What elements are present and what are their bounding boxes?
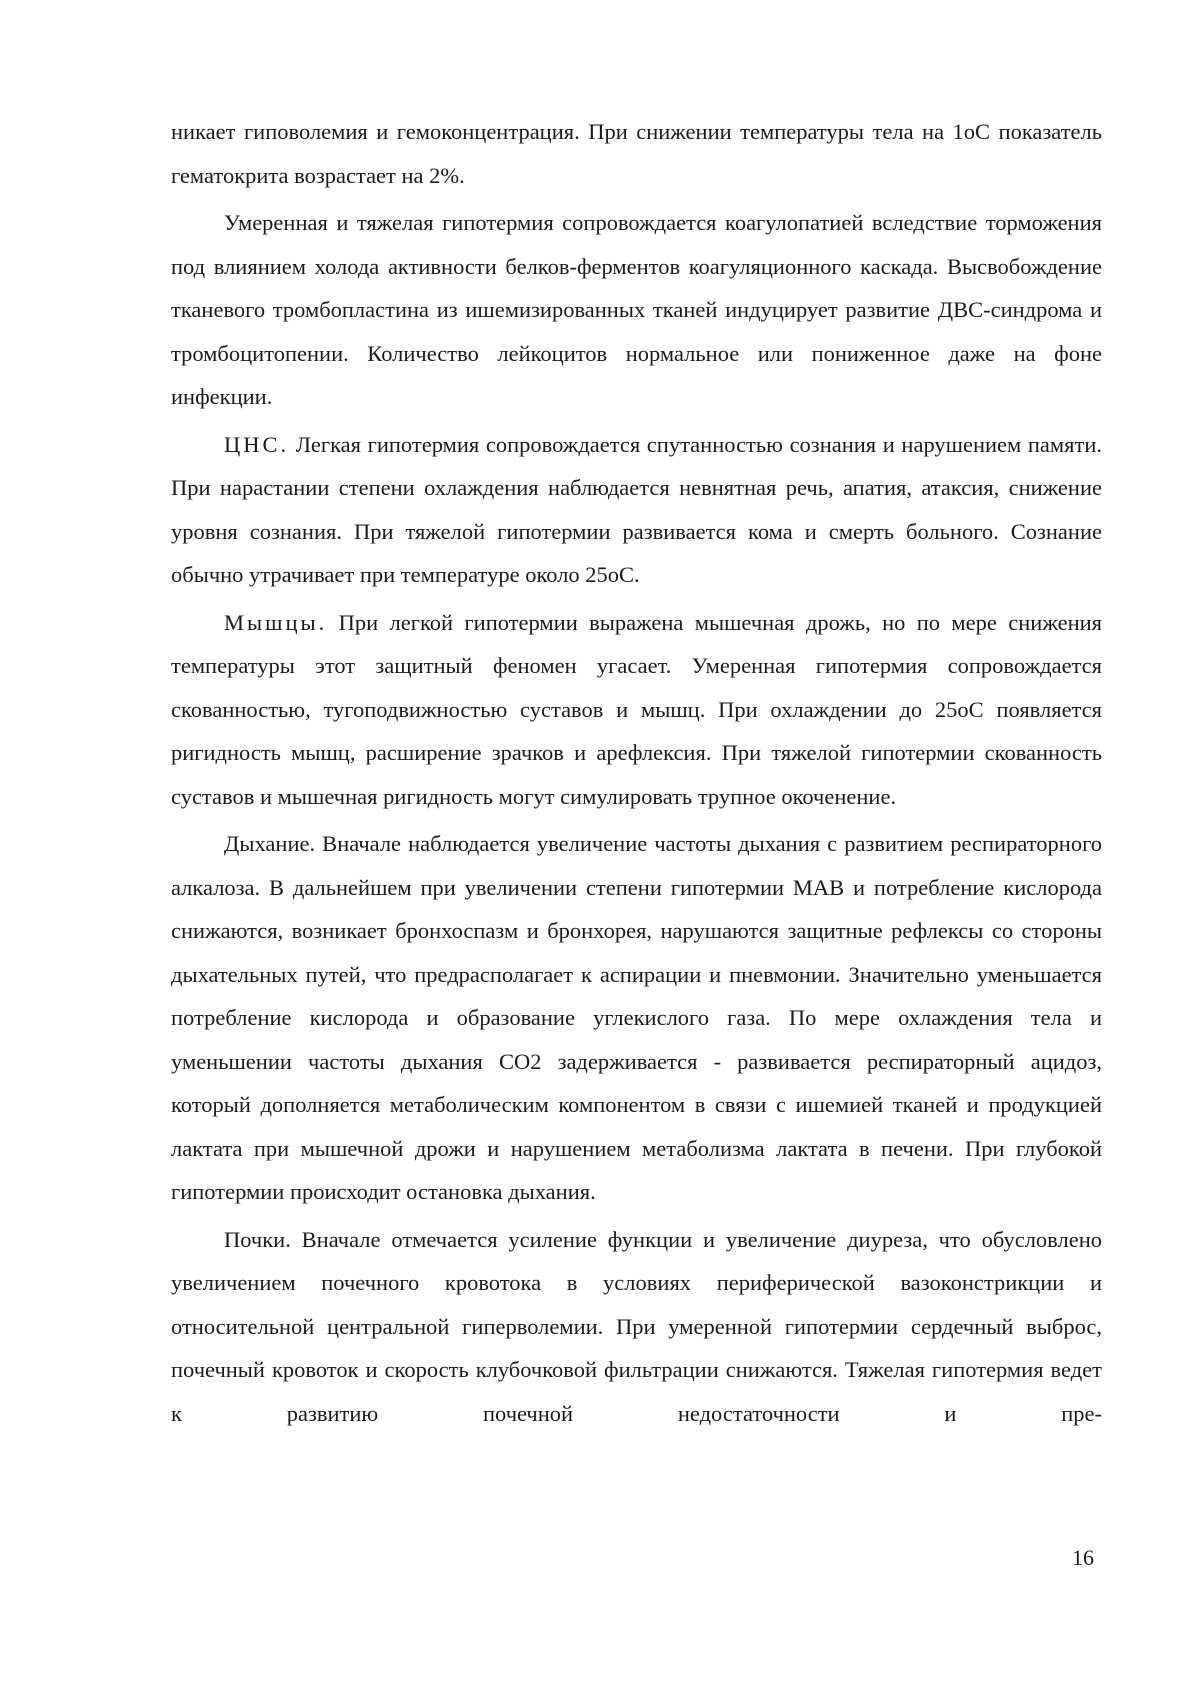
cns-text: Легкая гипотермия сопровождается спутанностью сознания и нарушением памяти. При нарастании степени охлаждения наблюдается невнятная речь, апатия, атаксия, снижение уровня сознания. При тяжелой гипотермии развивается кома и смерть больного. Сознание обычно утрачивает при температуре около 25оС. (171, 431, 1102, 587)
document-page (171, 110, 1102, 1435)
paragraph-breathing: Дыхание. Вначале наблюдается увеличение частоты дыхания с развитием респираторного алкалоза. В дальнейшем при увеличении степени гипотермии МАВ и потребление кислорода снижаются, возникает бронхоспазм и бронхорея, нарушаются защитные рефлексы со стороны дыхательных путей, что предрасполагает к аспирации и пневмонии. Значительно уменьшается потребление кислорода и образование углекислого газа. По мере охлаждения тела и уменьшении частоты дыхания СО2 задерживается - развивается респираторный ацидоз, который дополняется метаболическим компонентом в связи с ишемией тканей и продукцией лактата при мышечной дрожи и нарушением метаболизма лактата в печени. При глубокой гипотермии происходит остановка дыхания. (171, 831, 1102, 1204)
muscles-text: При легкой гипотермии выражена мышечная дрожь, но по мере снижения температуры этот защитный феномен угасает. Умеренная гипотермия сопровождается скованностью, тугоподвижностью суставов и мышц. При охлаждении до 25оС появляется ригидность мышц, расширение зрачков и арефлексия. При тяжелой гипотермии скованность суставов и мышечная ригидность могут симулировать трупное окоченение. (171, 609, 1102, 809)
paragraph-kidneys: Почки. Вначале отмечается усиление функции и увеличение диуреза, что обусловлено увеличением почечного кровотока в условиях периферической вазоконстрикции и относительной центральной гиперволемии. При умеренной гипотермии сердечный выброс, почечный кровоток и скорость клубочковой фильтрации снижаются. Тяжелая гипотермия ведет к развитию почечной недостаточности и пре- (171, 1226, 1102, 1426)
paragraph-muscles (171, 601, 1102, 819)
page-number: 16 (1072, 1545, 1094, 1570)
cns-heading: ЦНС. (224, 431, 290, 457)
muscles-heading: Мышцы. (224, 609, 328, 635)
paragraph-coagulopathy: Умеренная и тяжелая гипотермия сопровождается коагулопатией вследствие торможения под влиянием холода активности белков-ферментов коагуляционного каскада. Высвобождение тканевого тромбопластина из ишемизированных тканей индуцирует развитие ДВС-синдрома и тромбоцитопении. Количество лейкоцитов нормальное или пониженное даже на фоне инфекции. (171, 210, 1102, 409)
paragraph-cns (171, 423, 1102, 597)
paragraph-hemoconcentration: никает гиповолемия и гемоконцентрация. При снижении температуры тела на 1оС показатель гематокрита возрастает на 2%. (171, 119, 1102, 188)
